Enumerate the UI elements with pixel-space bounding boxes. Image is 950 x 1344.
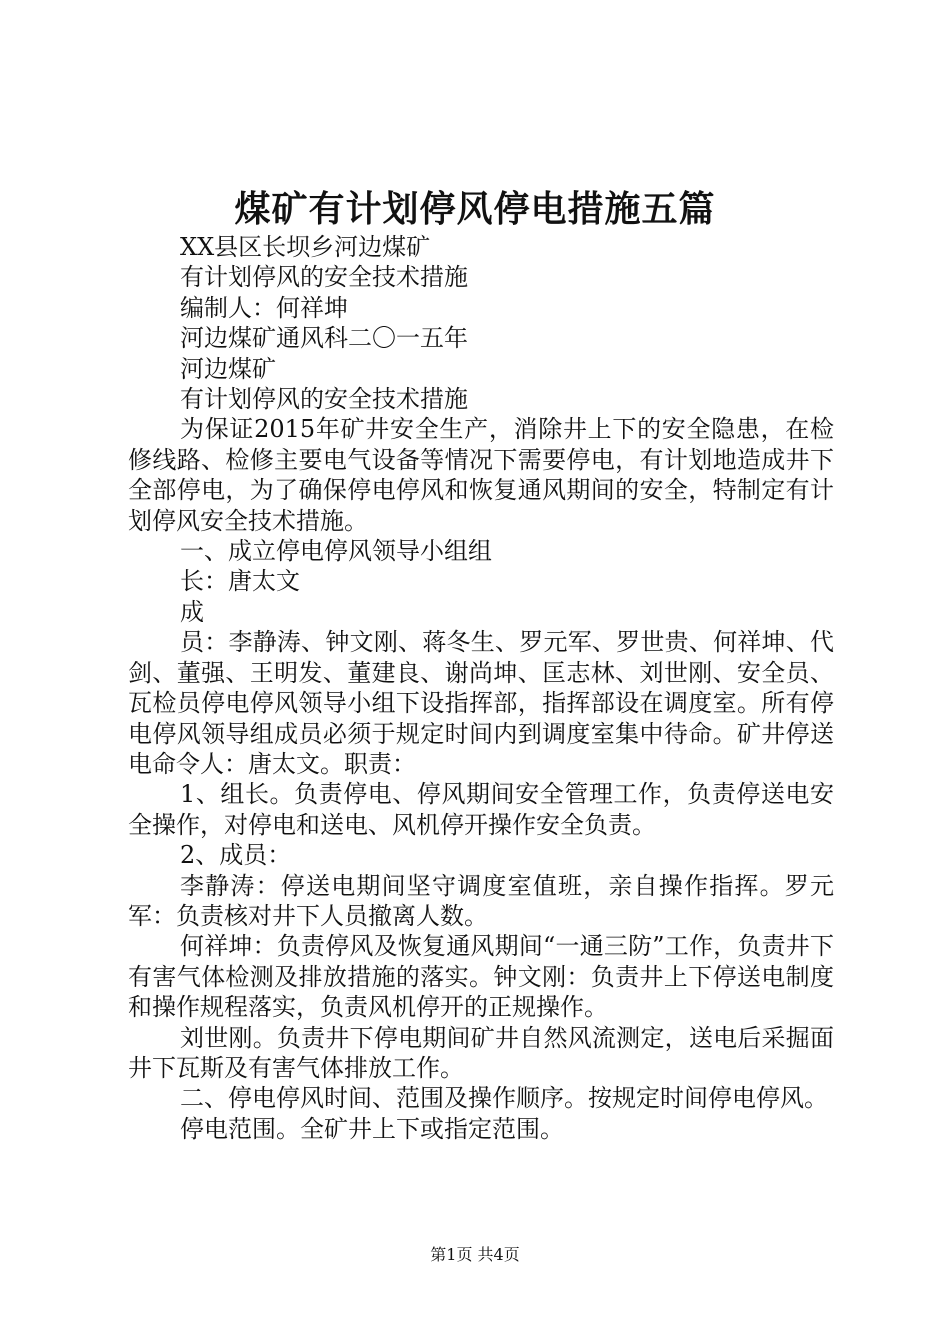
paragraph-duty-leader: 1、组长。负责停电、停风期间安全管理工作，负责停送电安全操作，对停电和送电、风机停开操作安全负责。 (128, 780, 834, 839)
section-heading-1: 一、成立停电停风领导小组组 (180, 537, 492, 566)
paragraph-duty-liu: 刘世刚。负责井下停电期间矿井自然风流测定，送电后采掘面井下瓦斯及有害气体排放工作。 (128, 1023, 834, 1082)
document-body (128, 232, 834, 1144)
paragraph-members-label: 成 (180, 597, 204, 626)
page-footer: 第1页 共4页 (430, 1245, 520, 1264)
paragraph-subtitle-repeat: 有计划停风的安全技术措施 (180, 385, 468, 414)
paragraph-subtitle: 有计划停风的安全技术措施 (180, 263, 468, 292)
paragraph-mine-name: XX县区长坝乡河边煤矿 (180, 233, 431, 261)
paragraph-leader: 长：唐太文 (180, 567, 300, 596)
paragraph-department-year: 河边煤矿通风科二〇一五年 (180, 324, 468, 353)
paragraph-duty-he-zhong: 何祥坤：负责停风及恢复通风期间“一通三防”工作，负责井下有害气体检测及排放措施的落实。钟文刚：负责井上下停送电制度和操作规程落实，负责风机停开的正规操作。 (128, 932, 834, 1022)
paragraph-mine-short: 河边煤矿 (180, 354, 276, 383)
paragraph-duty-li-luo: 李静涛：停送电期间坚守调度室值班，亲自操作指挥。罗元军：负责核对井下人员撤离人数。 (128, 871, 834, 930)
section-heading-2: 二、停电停风时间、范围及操作顺序。按规定时间停电停风。 (180, 1084, 828, 1113)
paragraph-members: 员：李静涛、钟文刚、蒋冬生、罗元军、罗世贵、何祥坤、代剑、董强、王明发、董建良、谢尚坤、匡志林、刘世刚、安全员、瓦检员停电停风领导小组下设指挥部，指挥部设在调度室。所有停电停风领导组成员必须于规定时间内到调度室集中待命。矿井停送电命令人：唐太文。职责： (128, 628, 834, 778)
document-title: 煤矿有计划停风停电措施五篇 (234, 188, 716, 230)
paragraph-author: 编制人：何祥坤 (180, 293, 348, 322)
paragraph-outage-scope: 停电范围。全矿井上下或指定范围。 (180, 1114, 564, 1143)
paragraph-purpose: 为保证2015年矿井安全生产，消除井上下的安全隐患，在检修线路、检修主要电气设备等情况下需要停电，有计划地造成井下全部停电，为了确保停电停风和恢复通风期间的安全，特制定有计划停风安全技术措施。 (128, 415, 834, 535)
paragraph-duty-members-label: 2、成员： (180, 841, 292, 870)
